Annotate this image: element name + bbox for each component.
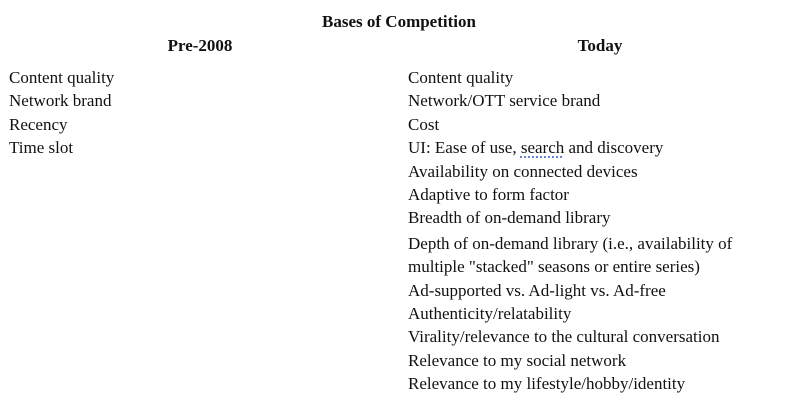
list-item: Network brand bbox=[9, 91, 112, 111]
list-item: Time slot bbox=[9, 138, 74, 158]
list-item-ui: UI: Ease of use, search and discovery bbox=[408, 138, 664, 158]
column-header-today: Today bbox=[577, 36, 623, 55]
list-item: Recency bbox=[9, 114, 68, 134]
list-item: Relevance to my social network bbox=[408, 350, 627, 370]
list-item: Breadth of on-demand library bbox=[408, 208, 611, 228]
page-title: Bases of Competition bbox=[322, 12, 476, 31]
list-item: Relevance to my lifestyle/hobby/identity bbox=[408, 374, 686, 394]
list-item: Depth of on-demand library (i.e., availability of multiple "stacked" seasons or entire series) bbox=[408, 233, 733, 277]
list-item: Network/OTT service brand bbox=[408, 91, 601, 111]
list-item: Virality/relevance to the cultural conversation bbox=[408, 327, 720, 347]
list-item: Adaptive to form factor bbox=[408, 185, 569, 205]
list-item: Cost bbox=[408, 114, 440, 134]
column-header-pre-2008: Pre-2008 bbox=[167, 36, 233, 55]
list-item: Authenticity/relatability bbox=[408, 304, 572, 324]
spellcheck-underline: search bbox=[520, 138, 565, 158]
list-item: Ad-supported vs. Ad-light vs. Ad-free bbox=[408, 280, 666, 300]
list-item: Availability on connected devices bbox=[408, 161, 638, 181]
today-list bbox=[408, 66, 778, 396]
list-item: Content quality bbox=[9, 68, 115, 87]
pre-2008-list bbox=[9, 66, 389, 160]
list-item: Content quality bbox=[408, 68, 514, 87]
